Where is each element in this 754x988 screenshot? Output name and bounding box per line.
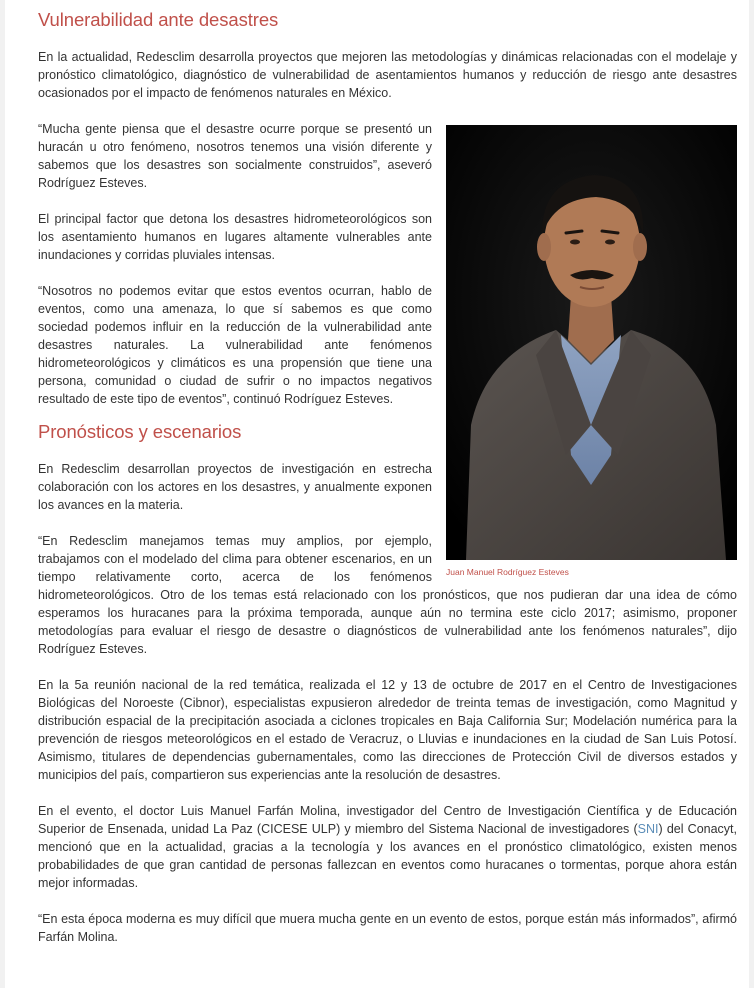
paragraph: El principal factor que detona los desastres hidrometeorológicos son los asentamiento humanos en lugares altamente vulnerables ante inundaciones y corridas pluviales intensas. <box>38 212 432 262</box>
portrait-photo <box>446 125 737 560</box>
paragraph: En la 5a reunión nacional de la red temática, realizada el 12 y 13 de octubre de 2017 en el Centro de Investigaciones Biológicas del Noroeste (Cibnor), especialistas expusieron alrededor de treinta temas de investigación, como Magnitud y distribución espacial de la precipitación asociada a ciclones tropicales en Baja California Sur; Modelación numérica para la prevención de riesgos meteorológicos en el estado de Veracruz, o Lluvias e inundaciones en la ciudad de San Luis Potosí. Asimismo, titulares de dependencias gubernamentales, como las direcciones de Protección Civil de diversos estados y municipios del país, compartieron sus experiencias ante la resolución de desastres. <box>38 678 737 782</box>
section-heading-vulnerabilidad: Vulnerabilidad ante desastres <box>38 9 279 30</box>
paragraph: “En Redesclim manejamos temas muy amplios, por ejemplo, trabajamos con el modelado del clima para obtener escenarios, en un tiempo relativamente corto, acerca de los fenómenos hidrometeorológicos. Otro de los temas está relacionado con los pronósticos, que nos pudieran dar una idea de cómo esperamos los huracanes para la próxima temporada, aunque aún no termina este ciclo 2017; asimismo, proponer metodologías para evaluar el riesgo de desastre o diagnósticos de vulnerabilidad ante los fenómenos naturales”, dijo Rodríguez Esteves. <box>38 534 737 656</box>
paragraph: En la actualidad, Redesclim desarrolla proyectos que mejoren las metodologías y dinámicas relacionadas con el modelaje y pronóstico climatológico, diagnóstico de vulnerabilidad de asentamientos humanos y reducción de riesgo ante desastres ocasionados por el impacto de fenómenos naturales en México. <box>38 50 737 100</box>
article <box>5 0 749 988</box>
portrait-figure <box>446 125 737 578</box>
paragraph-text: ) del Conacyt, mencionó que en la actualidad, gracias a la tecnología y los avances en el pronóstico climatológico, existen menos probabilidades de que gran cantidad de personas fallezcan en eventos como huracanes o tormentas, porque ahora están mejor informadas. <box>38 822 737 890</box>
sni-link[interactable]: SNI <box>637 822 659 836</box>
paragraph: En Redesclim desarrollan proyectos de investigación en estrecha colaboración con los actores en los desastres, y anualmente exponen los avances en la materia. <box>38 462 432 512</box>
paragraph <box>38 802 737 892</box>
photo-caption: Juan Manuel Rodríguez Esteves <box>446 567 569 577</box>
section-heading-pronosticos: Pronósticos y escenarios <box>38 421 242 442</box>
paragraph: “Nosotros no podemos evitar que estos eventos ocurran, hablo de eventos, como una amenaza, lo que sí sabemos es que como sociedad podemos influir en la reducción de la vulnerabilidad ante desastres naturales. La vulnerabilidad ante fenómenos hidrometeorológicos y climáticos es una propensión que tiene una persona, comunidad o ciudad de sufrir o no impactos negativos resultado de este tipo de eventos”, continuó Rodríguez Esteves. <box>38 284 432 406</box>
paragraph-text: En el evento, el doctor Luis Manuel Farfán Molina, investigador del Centro de Investigación Científica y de Educación Superior de Ensenada, unidad La Paz (CICESE ULP) y miembro del Sistema Nacional de investigadores ( <box>38 804 737 836</box>
paragraph: “En esta época moderna es muy difícil que muera mucha gente en un evento de estos, porque están más informados”, afirmó Farfán Molina. <box>38 912 737 944</box>
paragraph: “Mucha gente piensa que el desastre ocurre porque se presentó un huracán u otro fenómeno, nosotros tenemos una visión diferente y sabemos que los desastres son socialmente construidos”, aseveró Rodríguez Esteves. <box>38 122 432 190</box>
